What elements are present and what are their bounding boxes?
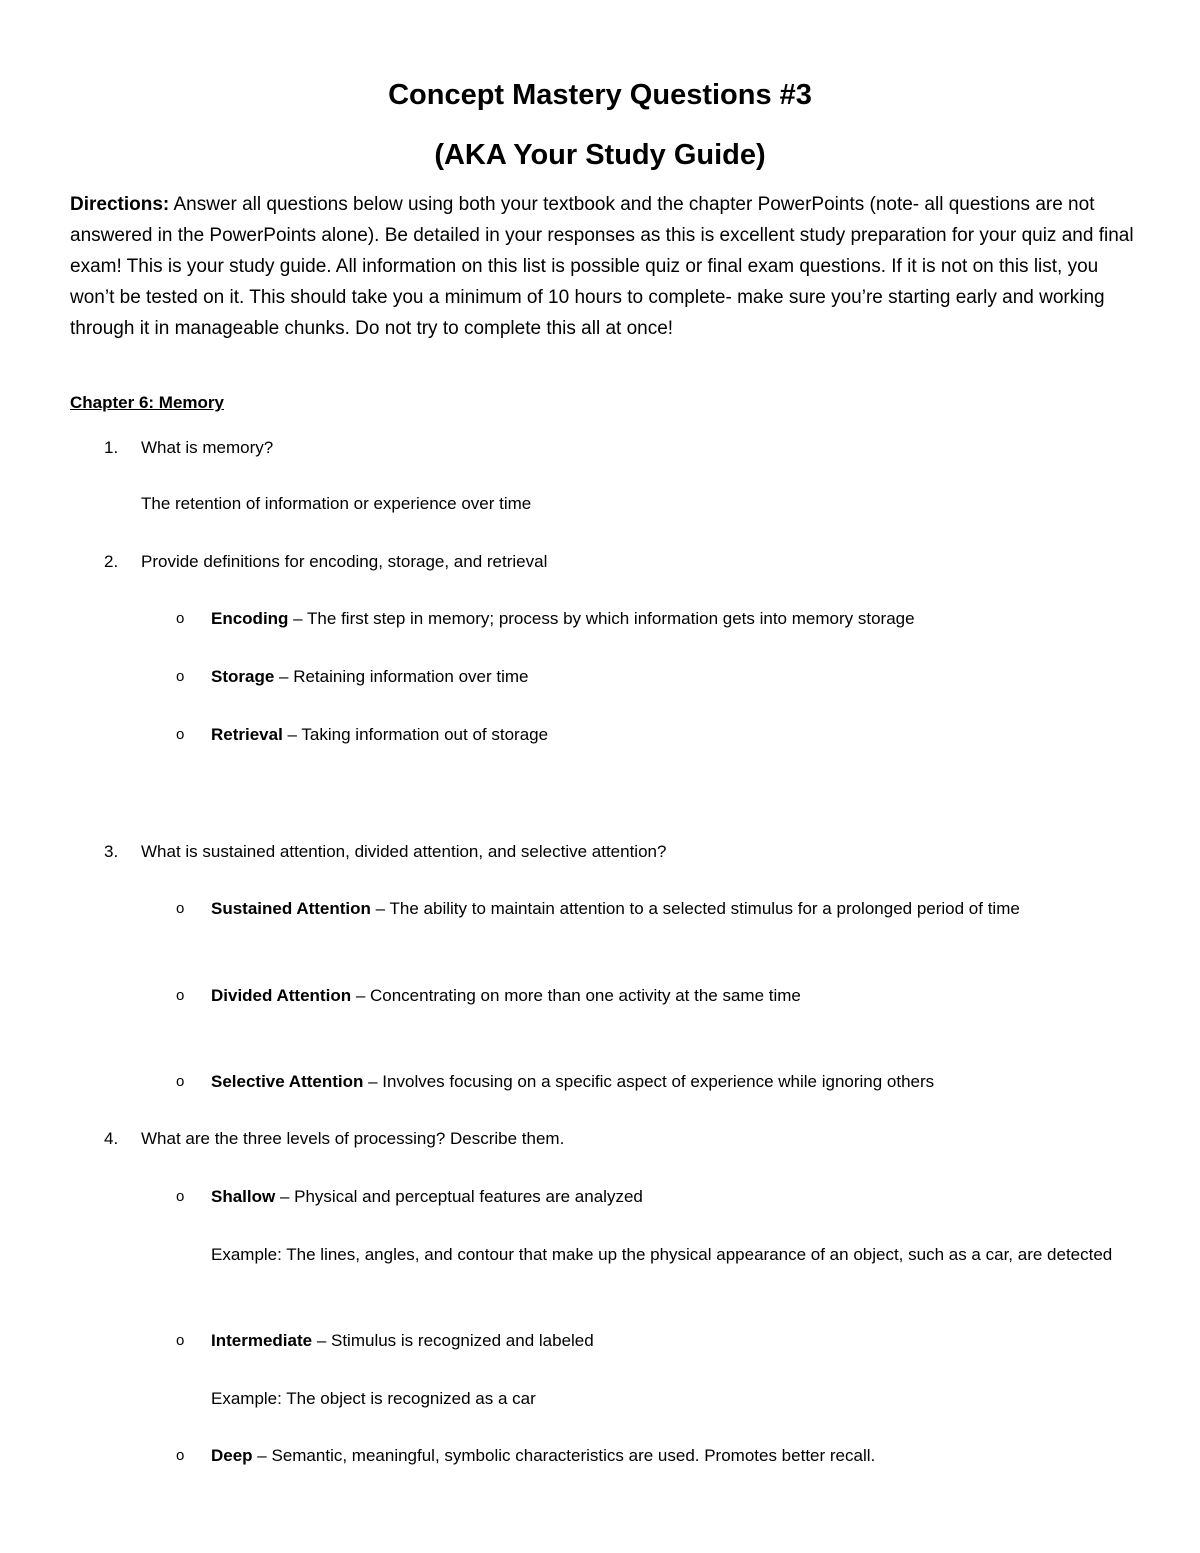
question-3 bbox=[104, 841, 666, 863]
question-1 bbox=[104, 437, 273, 459]
definition: – The first step in memory; process by which information gets into memory storage bbox=[288, 609, 915, 628]
list-item bbox=[176, 604, 1136, 633]
question-number: 4. bbox=[104, 1129, 119, 1148]
bullet-marker: o bbox=[176, 1073, 185, 1090]
bullet-marker: o bbox=[176, 987, 185, 1004]
term: Sustained Attention bbox=[211, 899, 371, 918]
document-title: Concept Mastery Questions #3 bbox=[388, 79, 812, 111]
term: Intermediate bbox=[211, 1331, 313, 1350]
bullet-marker: o bbox=[176, 1447, 185, 1464]
term: Deep bbox=[211, 1446, 253, 1465]
list-item bbox=[176, 981, 1136, 1010]
definition: – Physical and perceptual features are analyzed bbox=[275, 1187, 643, 1206]
chapter-heading: Chapter 6: Memory bbox=[70, 393, 224, 412]
example-text: Example: The object is recognized as a car bbox=[211, 1389, 536, 1408]
list-item bbox=[176, 1326, 1136, 1355]
bullet-marker: o bbox=[176, 610, 185, 627]
question-number: 3. bbox=[104, 842, 119, 861]
term: Divided Attention bbox=[211, 986, 352, 1005]
question-text: What are the three levels of processing? Describe them. bbox=[141, 1129, 565, 1148]
term: Encoding bbox=[211, 609, 289, 628]
term: Storage bbox=[211, 667, 275, 686]
term: Selective Attention bbox=[211, 1072, 364, 1091]
list-item bbox=[176, 720, 1136, 749]
definition: – Taking information out of storage bbox=[282, 725, 549, 744]
list-item bbox=[176, 662, 1136, 691]
definition: – The ability to maintain attention to a selected stimulus for a prolonged period of time bbox=[370, 899, 1020, 918]
question-1-answer: The retention of information or experience over time bbox=[141, 494, 532, 513]
list-item bbox=[176, 894, 1136, 923]
definition: – Concentrating on more than one activity at the same time bbox=[351, 986, 801, 1005]
question-number: 1. bbox=[104, 438, 119, 457]
document-subtitle: (AKA Your Study Guide) bbox=[434, 139, 766, 171]
definition: – Retaining information over time bbox=[274, 667, 529, 686]
bullet-marker: o bbox=[176, 1188, 185, 1205]
definition: – Semantic, meaningful, symbolic characteristics are used. Promotes better recall. bbox=[252, 1446, 876, 1465]
directions-label: Directions: bbox=[70, 194, 170, 215]
definition: – Stimulus is recognized and labeled bbox=[312, 1331, 594, 1350]
question-2 bbox=[104, 551, 547, 573]
question-number: 2. bbox=[104, 552, 119, 571]
question-4 bbox=[104, 1128, 564, 1150]
question-text: What is memory? bbox=[141, 438, 274, 457]
list-item bbox=[176, 1067, 1136, 1096]
question-text: Provide definitions for encoding, storage, and retrieval bbox=[141, 552, 548, 571]
list-item bbox=[176, 1441, 1136, 1470]
example-text: Example: The lines, angles, and contour that make up the physical appearance of an object, such as a car, are detected bbox=[211, 1245, 1113, 1264]
definition: – Involves focusing on a specific aspect of experience while ignoring others bbox=[363, 1072, 935, 1091]
directions-text: Answer all questions below using both your textbook and the chapter PowerPoints (note- all questions are not answered in the PowerPoints alone). Be detailed in your responses as this is excellent study preparation for your quiz and final exam! This is your study guide. All information on this list is possible quiz or final exam questions. If it is not on this list, you won’t be tested on it. This should take you a minimum of 10 hours to complete- make sure you’re starting early and working through it in manageable chunks. Do not try to complete this all at once! bbox=[70, 194, 1134, 339]
list-item bbox=[176, 1182, 1136, 1211]
directions-paragraph bbox=[70, 189, 1140, 344]
term: Shallow bbox=[211, 1187, 276, 1206]
bullet-marker: o bbox=[176, 900, 185, 917]
term: Retrieval bbox=[211, 725, 283, 744]
bullet-marker: o bbox=[176, 726, 185, 743]
question-text: What is sustained attention, divided attention, and selective attention? bbox=[141, 842, 667, 861]
bullet-marker: o bbox=[176, 668, 185, 685]
bullet-marker: o bbox=[176, 1332, 185, 1349]
